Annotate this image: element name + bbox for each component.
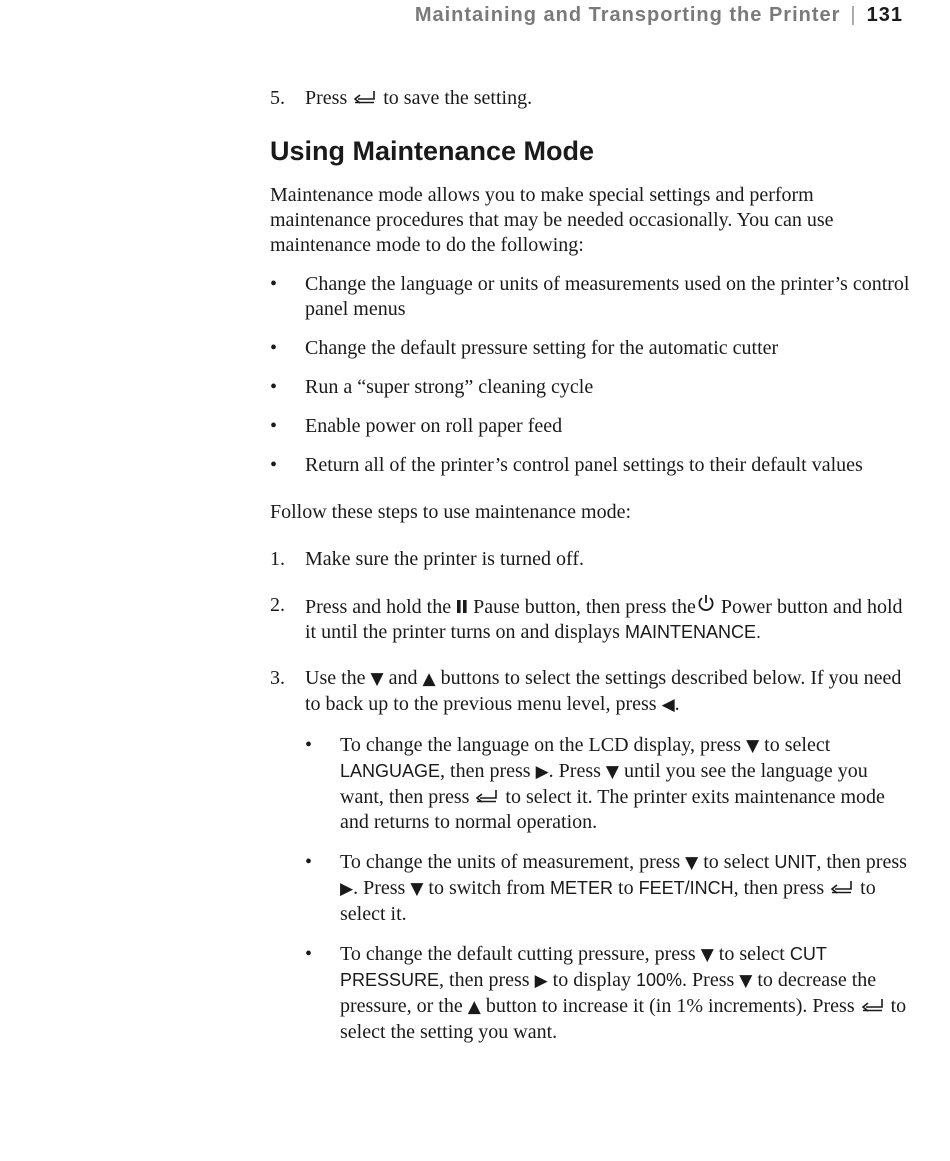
step-3: 3. Use the ▼ and ▲ buttons to select the settings described below. If you need to back up to the previous menu level, press ◀. • To change the language on the LCD display, press ▼ to select LANGUAGE, then press ▶. Press ▼ until you see the language you want, then press to select it. The printer exits maintenance mode and returns to normal operation. • To change the units of measurement, press ▼ to select UNIT, then press ▶. Press ▼ to switch from METER to FEET/INCH, then press to select it. • To change the default cutting pressure, press ▼ to select CUT PRESSURE, then press ▶ to display 100%. Press ▼ to decrease the pressure, or the ▲ button to increase it (in 1% increments). Press to select the setting you want. xyxy=(270,666,910,1045)
power-icon xyxy=(696,593,716,613)
bullet-icon: • xyxy=(305,734,313,756)
sub-item-cut-pressure: • To change the default cutting pressure, press ▼ to select CUT PRESSURE, then press ▶ to display 100%. Press ▼ to decrease the pressure, or the ▲ button to increase it (in 1% increments). Press to select the setting you want. xyxy=(305,943,907,1043)
enter-return-icon xyxy=(829,880,855,894)
header-separator: | xyxy=(850,4,857,26)
sub-item-unit: • To change the units of measurement, press ▼ to select UNIT, then press ▶. Press ▼ to switch from METER to FEET/INCH, then press to select it. xyxy=(305,851,907,925)
page-body xyxy=(270,86,910,1045)
up-arrow-icon: ▲ xyxy=(467,997,481,1017)
list-item: • Return all of the printer’s control panel settings to their default values xyxy=(270,454,863,476)
menu-name: UNIT xyxy=(774,852,817,872)
right-arrow-icon: ▶ xyxy=(535,762,549,782)
menu-name: CUT PRESSURE xyxy=(340,944,827,990)
header-title: Maintaining and Transporting the Printer xyxy=(414,4,841,26)
down-arrow-icon: ▼ xyxy=(685,853,699,873)
menu-value: FEET/INCH xyxy=(638,878,734,898)
list-item: • Enable power on roll paper feed xyxy=(270,415,563,437)
bullet-icon: • xyxy=(305,943,313,965)
bullet-icon: • xyxy=(270,454,278,476)
bullet-icon: • xyxy=(270,376,278,398)
steps-intro: Follow these steps to use maintenance mode: xyxy=(270,501,632,523)
list-item: • Run a “super strong” cleaning cycle xyxy=(270,376,594,398)
step-5: 5. Press to save the setting. xyxy=(270,87,533,109)
right-arrow-icon: ▶ xyxy=(340,879,354,899)
menu-value: METER xyxy=(550,878,614,898)
bullet-icon: • xyxy=(270,273,278,295)
section-heading: Using Maintenance Mode xyxy=(270,136,595,166)
down-arrow-icon: ▼ xyxy=(410,879,424,899)
list-item: • Change the language or units of measurements used on the printer’s control panel menus xyxy=(270,273,910,320)
down-arrow-icon: ▼ xyxy=(739,971,753,991)
step-number: 1. xyxy=(270,548,285,570)
list-item: • Change the default pressure setting for the automatic cutter xyxy=(270,337,779,359)
step-2: 2. Press and hold the Pause button, then press the Power button and hold it until the printer turns on and displays MAINTENANCE. xyxy=(270,594,903,643)
up-arrow-icon: ▲ xyxy=(422,669,436,689)
enter-return-icon xyxy=(352,90,378,104)
menu-name: LANGUAGE xyxy=(340,761,441,781)
pause-icon xyxy=(456,599,468,613)
bullet-icon: • xyxy=(270,337,278,359)
bullet-icon: • xyxy=(305,851,313,873)
left-arrow-icon: ◀ xyxy=(661,695,675,715)
display-text: MAINTENANCE xyxy=(624,622,756,642)
sub-item-language: • To change the language on the LCD display, press ▼ to select LANGUAGE, then press ▶. Press ▼ until you see the language you want, then press to select it. The printer exits maintenance mode and returns to normal operation. xyxy=(305,734,885,833)
step-1: 1. Make sure the printer is turned off. xyxy=(270,548,584,570)
enter-return-icon xyxy=(860,998,886,1012)
running-header xyxy=(415,4,903,27)
right-arrow-icon: ▶ xyxy=(534,971,548,991)
step-number: 2. xyxy=(270,594,285,616)
enter-return-icon xyxy=(474,789,500,803)
step-number: 3. xyxy=(270,667,285,689)
feature-list xyxy=(270,272,910,478)
down-arrow-icon: ▼ xyxy=(746,736,760,756)
intro-paragraph: Maintenance mode allows you to make special settings and perform maintenance procedures that may be needed occasionally. You can use maintenance mode to do the following: xyxy=(270,184,834,256)
step-number: 5. xyxy=(270,87,285,109)
down-arrow-icon: ▼ xyxy=(370,669,384,689)
page-number: 131 xyxy=(866,4,903,26)
down-arrow-icon: ▼ xyxy=(700,945,714,965)
down-arrow-icon: ▼ xyxy=(605,762,619,782)
menu-value: 100% xyxy=(636,970,683,990)
bullet-icon: • xyxy=(270,415,278,437)
